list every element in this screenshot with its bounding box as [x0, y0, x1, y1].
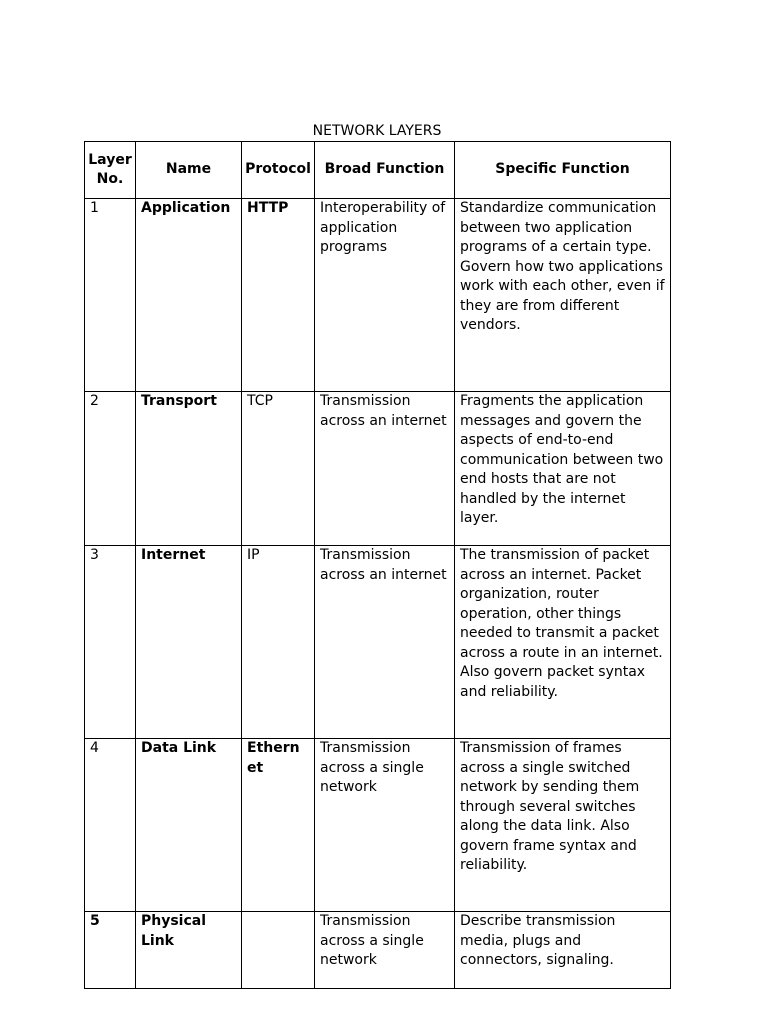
layer-number: 2: [85, 392, 136, 546]
layer-broad-function: Interoperability of application programs: [315, 199, 455, 392]
header-layer-no: Layer No.: [85, 142, 136, 199]
layer-number: 5: [85, 912, 136, 989]
layer-name: Transport: [136, 392, 242, 546]
table-row: [85, 546, 671, 739]
layer-specific-function: Standardize communication between two application programs of a certain type. Govern how two applications work with each other, even if they are from different vendors.: [455, 199, 671, 392]
table-row: [85, 392, 671, 546]
layer-number: 4: [85, 739, 136, 912]
layer-specific-function: The transmission of packet across an internet. Packet organization, router operation, other things needed to transmit a packet across a route in an internet. Also govern packet syntax and reliability.: [455, 546, 671, 739]
layer-broad-function: Transmission across an internet: [315, 546, 455, 739]
layer-broad-function: Transmission across a single network: [315, 739, 455, 912]
header-protocol: Protocol: [242, 142, 315, 199]
document-title: NETWORK LAYERS: [312, 123, 442, 139]
network-layers-table: [84, 141, 671, 989]
layer-number: 1: [85, 199, 136, 392]
layer-protocol: IP: [242, 546, 315, 739]
layer-specific-function: Transmission of frames across a single switched network by sending them through several switches along the data link. Also govern frame syntax and reliability.: [455, 739, 671, 912]
header-broad-function: Broad Function: [315, 142, 455, 199]
layer-name: Physical Link: [136, 912, 242, 989]
header-specific-function: Specific Function: [455, 142, 671, 199]
layer-broad-function: Transmission across a single network: [315, 912, 455, 989]
table-header-row: [85, 142, 671, 199]
layer-name: Application: [136, 199, 242, 392]
table-row: [85, 199, 671, 392]
header-name: Name: [136, 142, 242, 199]
layer-name: Data Link: [136, 739, 242, 912]
layer-specific-function: Describe transmission media, plugs and connectors, signaling.: [455, 912, 671, 989]
layer-broad-function: Transmission across an internet: [315, 392, 455, 546]
layer-name: Internet: [136, 546, 242, 739]
layer-protocol: HTTP: [242, 199, 315, 392]
layer-number: 3: [85, 546, 136, 739]
layer-protocol: Ethernet: [242, 739, 315, 912]
table-row: [85, 739, 671, 912]
table-row: [85, 912, 671, 989]
layer-protocol: [242, 912, 315, 989]
layer-protocol: TCP: [242, 392, 315, 546]
layer-specific-function: Fragments the application messages and govern the aspects of end-to-end communication between two end hosts that are not handled by the internet layer.: [455, 392, 671, 546]
